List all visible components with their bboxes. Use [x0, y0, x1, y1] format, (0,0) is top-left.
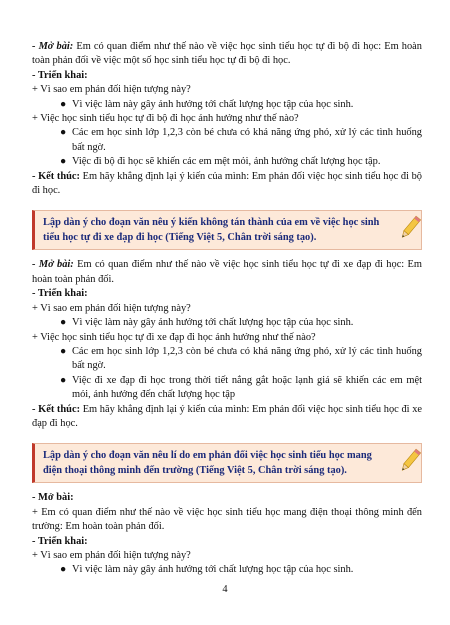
ket-thuc-2: - Kết thúc: Em hãy khẳng định lại ý kiến của mình: Em phản đối việc học sinh tiểu học đi xe đạp đi học. — [32, 403, 423, 429]
mo-bai-3: + Em có quan điểm như thế nào về việc học sinh tiểu học mang điện thoại thông minh đến trường: Em hoàn toàn phản đối. — [32, 506, 422, 533]
mo-bai-2: - Mở bài: Em có quan điểm như thế nào về việc học sinh tiểu học tự đi xe đạp đi học: Em hoàn toàn phản đối. — [32, 259, 422, 285]
ket-thuc-1: - Kết thúc: Em hãy khẳng định lại ý kiến của mình: Em phản đối việc học sinh tiểu học đi bộ đi học. — [32, 170, 422, 197]
question-1-2: + Việc học sinh tiểu học tự đi bộ đi học ảnh hưởng như thế nào? — [32, 113, 299, 125]
question-1-1: + Vì sao em phản đối hiện tượng này? — [32, 84, 191, 96]
bullet-item: ● Vì việc làm này gây ảnh hưởng tới chất lượng học tập của học sinh. — [60, 317, 354, 329]
bullet-item: ● Các em học sinh lớp 1,2,3 còn bé chưa có khả năng ứng phó, xử lý các tình huống bất ngờ. — [60, 345, 422, 372]
trien-khai-3: - Triển khai: — [32, 535, 88, 547]
question-2-1: + Vì sao em phản đối hiện tượng này? — [32, 302, 191, 314]
trien-khai-2: - Triển khai: — [32, 288, 88, 300]
heading-box-2: Lập dàn ý cho đoạn văn nêu lí do em phản đối việc học sinh tiểu học mang điện thoại thông minh đến trường (Tiếng Việt 5, Chân trời sáng tạo). — [32, 443, 422, 483]
bullet-item: ● Việc đi bộ đi học sẽ khiến các em mệt mỏi, ảnh hưởng chất lượng học tập. — [60, 156, 381, 168]
bullet-item: ● Vì việc làm này gây ảnh hưởng tới chất lượng học tập của học sinh. — [60, 564, 354, 576]
document-page — [32, 40, 422, 578]
trien-khai-1: - Triển khai: — [32, 69, 88, 81]
pencil-icon — [395, 213, 425, 243]
pencil-icon — [395, 446, 425, 476]
mo-bai-3-label: - Mở bài: — [32, 492, 74, 504]
bullet-item: ● Các em học sinh lớp 1,2,3 còn bé chưa có khả năng ứng phó, xử lý các tình huống bất ngờ. — [60, 127, 422, 153]
question-3-1: + Vì sao em phản đối hiện tượng này? — [32, 549, 191, 561]
mo-bai-1: - Mở bài: Em có quan điểm như thế nào về việc học sinh tiểu học tự đi bộ đi học: Em hoàn toàn phản đối về việc một số học sinh tiểu học tự đi bộ đi học. — [32, 41, 422, 67]
question-2-2: + Việc học sinh tiểu học tự đi xe đạp đi học ảnh hưởng như thế nào? — [32, 331, 316, 343]
bullet-item: ● Việc đi xe đạp đi học trong thời tiết nắng gắt hoặc lạnh giá sẽ khiến các em mệt mỏi, ảnh hưởng đến chất lượng học tập — [60, 374, 422, 401]
page-number: 4 — [222, 584, 228, 595]
heading-box-1: Lập dàn ý cho đoạn văn nêu ý kiến không tán thành của em về việc học sinh tiểu học tự đi xe đạp đi học (Tiếng Việt 5, Chân trời sáng tạo). — [32, 210, 422, 250]
bullet-item: ● Vì việc làm này gây ảnh hưởng tới chất lượng học tập của học sinh. — [60, 98, 354, 110]
